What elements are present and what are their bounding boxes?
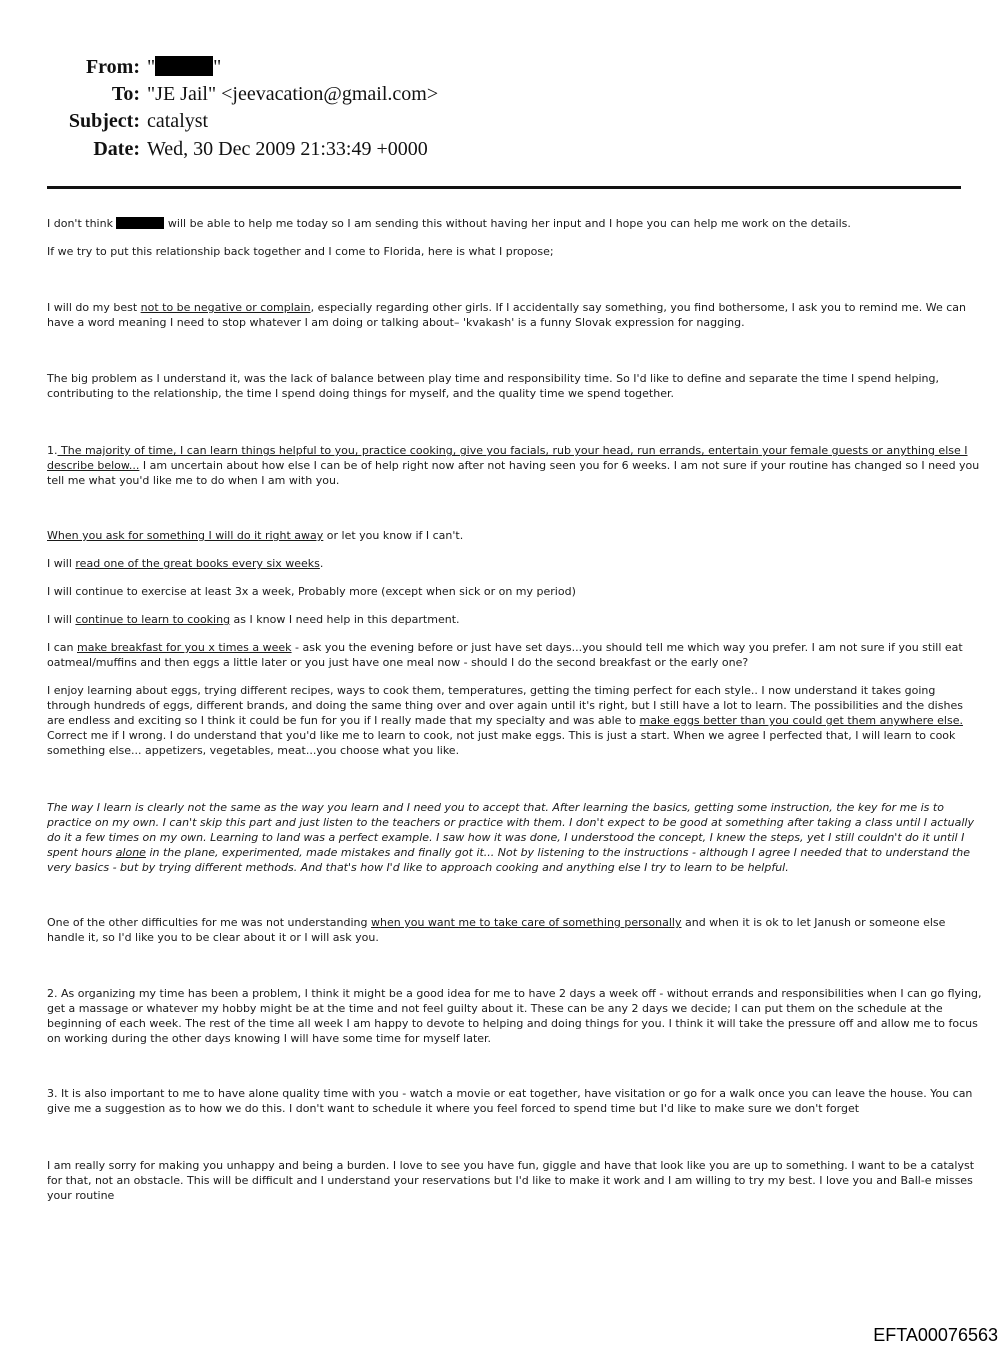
paragraph-9: I will continue to learn to cooking as I know I need help in this department. <box>47 613 460 626</box>
paragraph-1: I don't think will be able to help me today so I am sending this without having her input and I hope you can help me work on the details. <box>47 217 851 230</box>
from-redaction <box>155 56 213 76</box>
paragraph-6: When you ask for something I will do it right away or let you know if I can't. <box>47 529 464 542</box>
from-label: From: <box>85 56 140 78</box>
subject-value: catalyst <box>147 110 209 132</box>
body-redaction <box>116 217 164 229</box>
paragraph-7: I will read one of the great books every six weeks. <box>47 557 324 570</box>
from-quote-open: " <box>147 56 156 78</box>
paragraph-15: 3. It is also important to me to have alone quality time with you - watch a movie or eat together, have visitation or go for a walk once you can leave the house. You can give me a suggestion as to how we do this. I don't want to schedule it where you feel forced to spend time but I'd like to make sure we don't forget <box>47 1087 973 1115</box>
to-value: "JE Jail" <jeevacation@gmail.com> <box>147 83 439 105</box>
paragraph-10: I can make breakfast for you x times a week - ask you the evening before or just have set days...you should tell me which way you prefer. I am not sure if you still eat oatmeal/muffins and then eggs a little later or you just have one meal now - should I do the second breakfast or the early one? <box>47 641 963 669</box>
paragraph-5: 1. The majority of time, I can learn things helpful to you, practice cooking, give you facials, rub your head, run errands, entertain your female guests or anything else I describe below... I am uncertain about how else I can be of help right now after not having seen you for 6 weeks. I am not sure if your routine has changed so I need you tell me what you'd like me to do when I am with you. <box>47 444 980 487</box>
to-label: To: <box>111 83 140 105</box>
paragraph-12: The way I learn is clearly not the same as the way you learn and I need you to accept that. After learning the basics, getting some instruction, the key for me is to practice on my own. I can't skip this part and just listen to the teachers or practice with them. I don't expect to be good at something after taking a class until I actually do it a few times on my own. Learning to land was a perfect example. I saw how it was done, I understood the concept, I knew the steps, yet I still couldn't do it until I spent hours alone in the plane, experimented, made mistakes and finally got it... Not by listening to the instructions - although I agree I needed that to understand the very basics - but by trying different methods. And that's how I'd like to approach cooking and anything else I try to learn to be helpful. <box>47 801 974 874</box>
paragraph-13: One of the other difficulties for me was not understanding when you want me to take care of something personally and when it is ok to let Janush or someone else handle it, so I'd like you to be clear about it or I will ask you. <box>47 916 946 944</box>
date-label: Date: <box>93 138 140 160</box>
from-value <box>147 54 221 80</box>
paragraph-4: The big problem as I understand it, was the lack of balance between play time and responsibility time. So I'd like to define and separate the time I spend helping, contributing to the relationship, the time I spend doing things for myself, and the quality time we spend together. <box>47 372 939 400</box>
paragraph-11: I enjoy learning about eggs, trying different recipes, ways to cook them, temperatures, getting the timing perfect for each style.. I now understand it takes going through hundreds of eggs, different brands, and doing the same thing over and over again until it's right, but I still have a lot to learn. The possibilities and the dishes are endless and exciting so I think it could be fun for you if I really made that my specialty and was able to make eggs better than you could get them anywhere else. Correct me if I wrong. I do understand that you'd like me to learn to cook, not just make eggs. This is just a start. When we agree I perfected that, I will learn to cook something else... appetizers, vegetables, meat...you choose what you like. <box>47 684 963 757</box>
from-quote-close: " <box>213 56 222 78</box>
paragraph-2: If we try to put this relationship back together and I come to Florida, here is what I propose; <box>47 245 554 258</box>
paragraph-16: I am really sorry for making you unhappy and being a burden. I love to see you have fun, giggle and have that look like you are up to something. I want to be a catalyst for that, not an obstacle. This will be difficult and I understand your reservations but I'd like to make it work and I am willing to try my best. I love you and Ball-e misses your routine <box>47 1159 975 1202</box>
paragraph-3: I will do my best not to be negative or complain, especially regarding other girls. If I accidentally say something, you find bothersome, I ask you to remind me. We can have a word meaning I need to stop whatever I am doing or talking about– 'kvakash' is a funny Slovak expression for nagging. <box>47 301 967 329</box>
paragraph-8: I will continue to exercise at least 3x a week, Probably more (except when sick or on my period) <box>47 585 576 598</box>
header-divider <box>47 186 961 189</box>
paragraph-14: 2. As organizing my time has been a problem, I think it might be a good idea for me to have 2 days a week off - without errands and responsibilities when I can go flying, get a massage or whatever my hobby might be at the time and not feel guilty about it. These can be any 2 days we decide; I can put them on the schedule at the beginning of each week. The rest of the time all week I am happy to devote to helping and doing things for you. I think it will take the pressure off and allow me to focus on working during the other days knowing I will have some time for myself later. <box>47 987 982 1045</box>
date-value: Wed, 30 Dec 2009 21:33:49 +0000 <box>147 138 428 160</box>
bates-number: EFTA00076563 <box>873 1325 998 1345</box>
subject-label: Subject: <box>68 110 140 132</box>
